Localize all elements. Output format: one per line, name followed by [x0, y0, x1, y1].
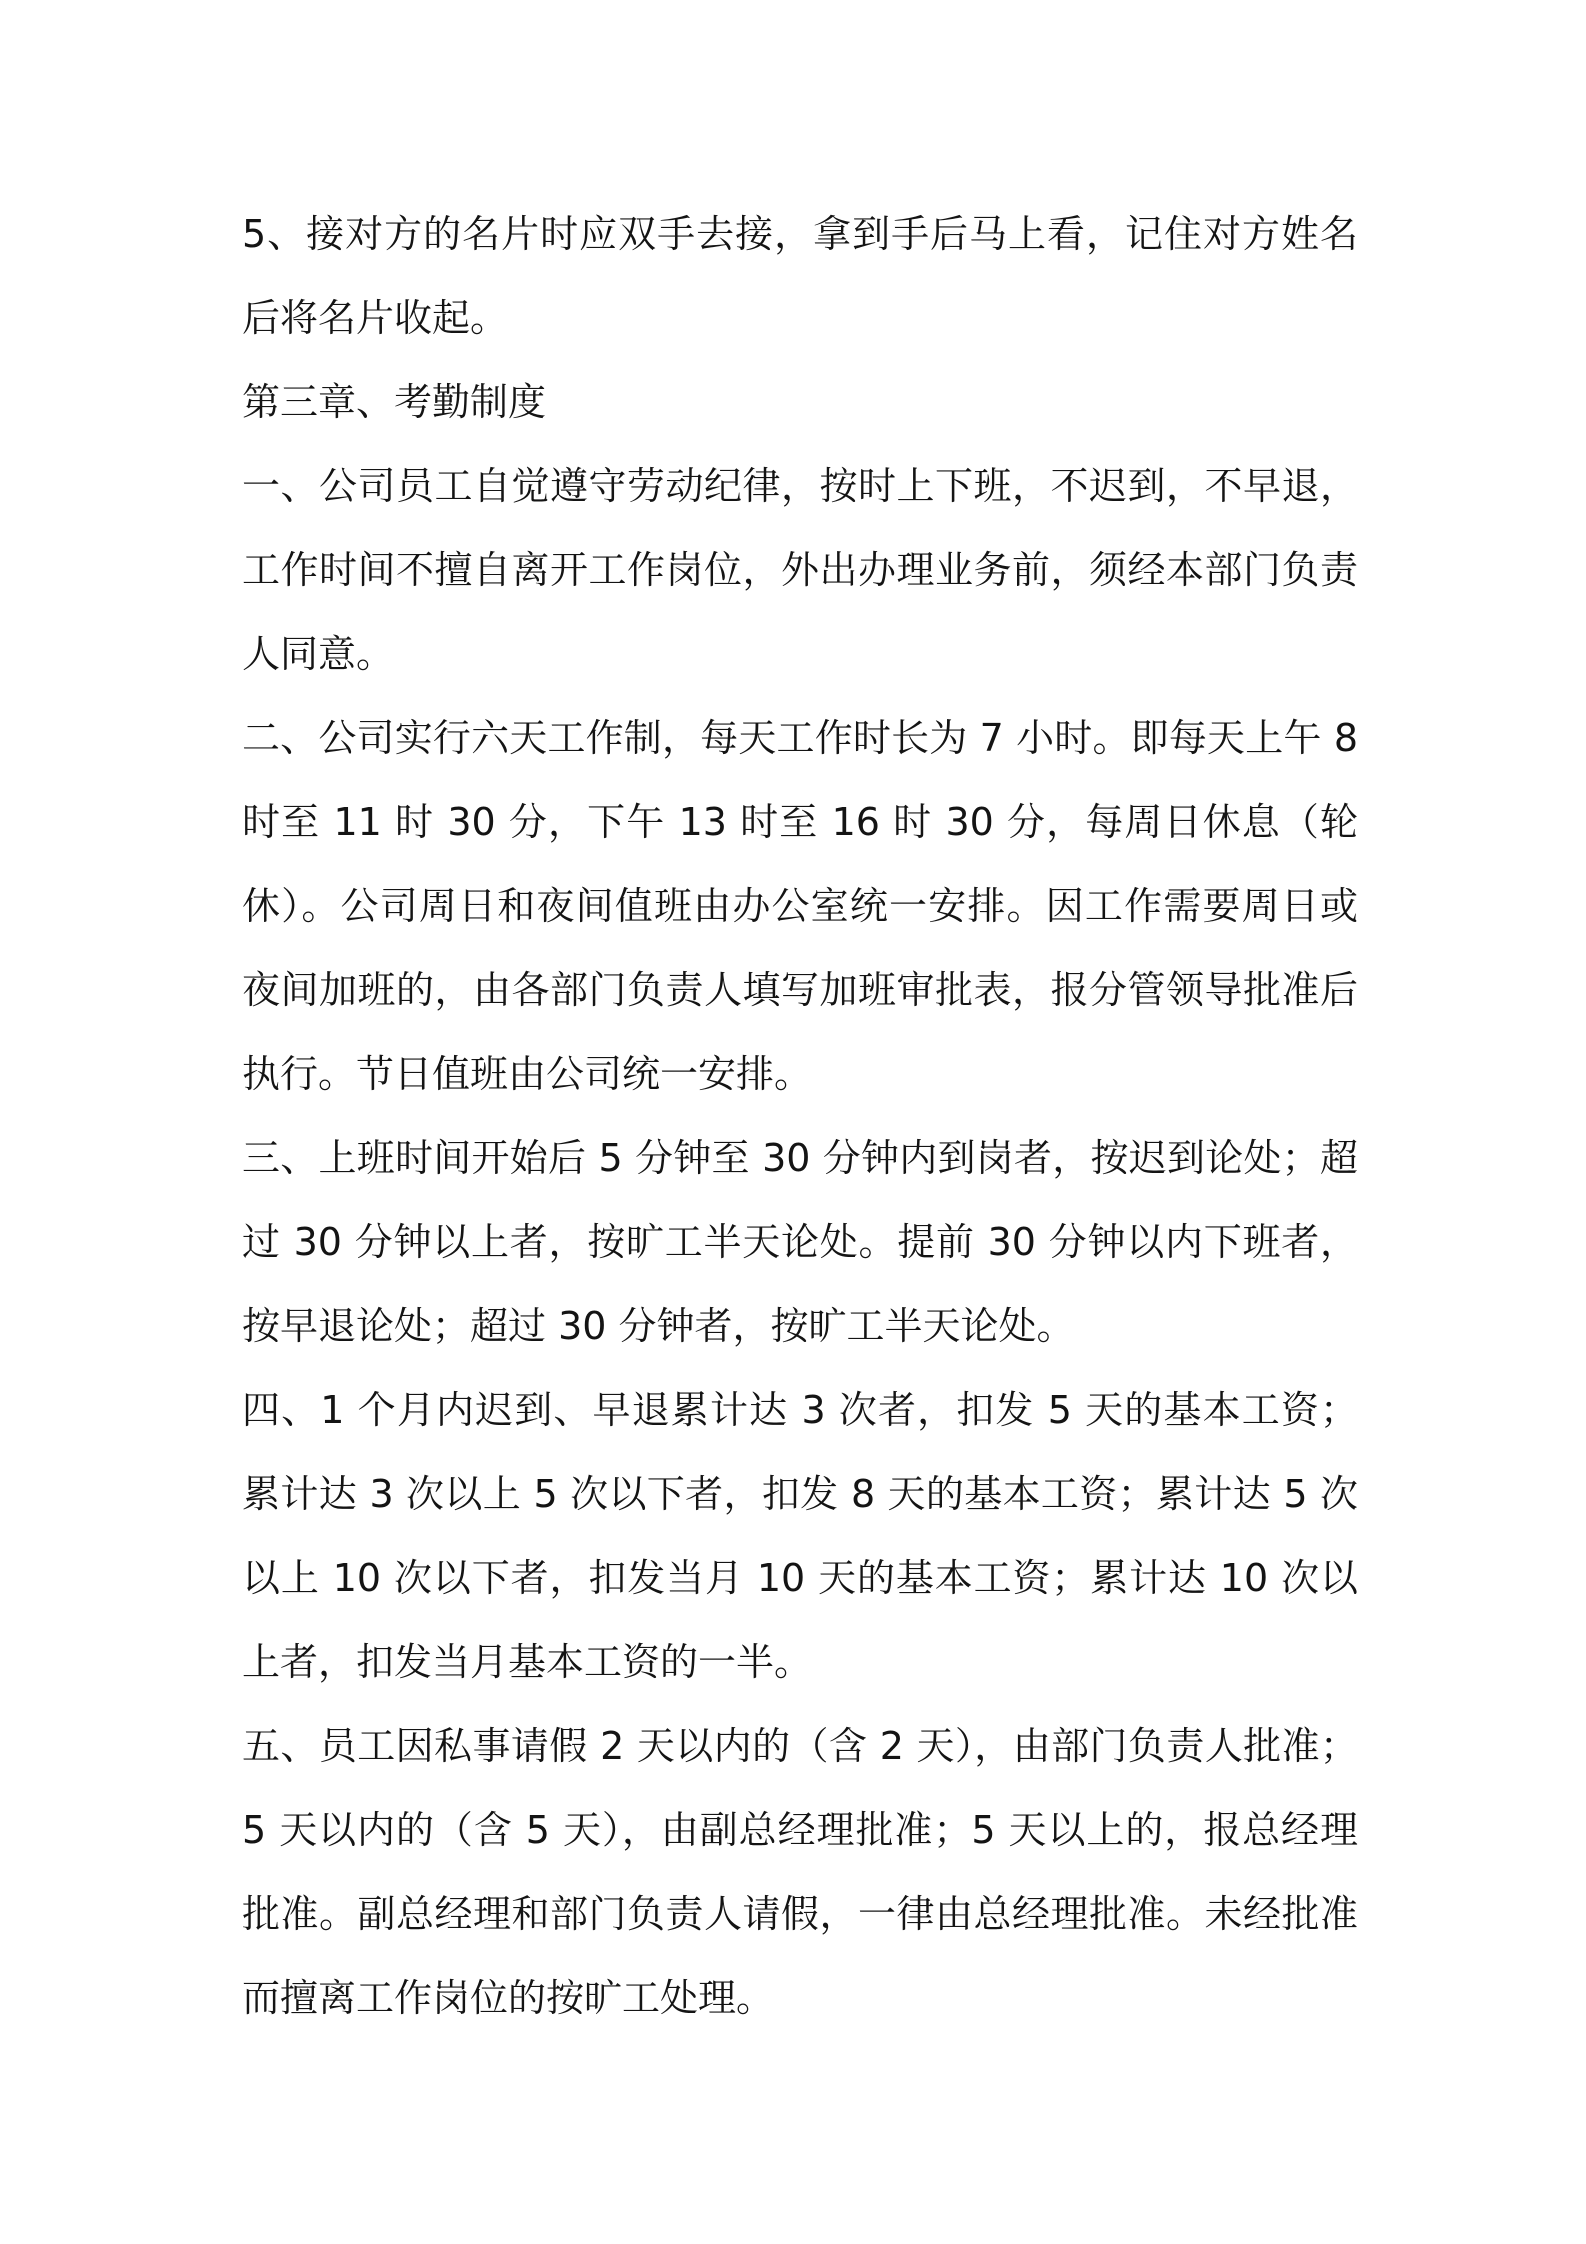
chapter-heading: 第三章、考勤制度 [242, 380, 547, 424]
paragraph-rule-4: 四、1 个月内迟到、早退累计达 3 次者，扣发 5 天的基本工资；累计达 3 次以上 5 次以下者，扣发 8 天的基本工资；累计达 5 次以上 10 次以下者，扣发当月 10 天的基本工资；累计达 10 次以上者，扣发当月基本工资的一半。 [242, 1388, 1358, 1684]
paragraph-business-card: 5、接对方的名片时应双手去接，拿到手后马上看，记住对方姓名后将名片收起。 [242, 212, 1358, 340]
paragraph-rule-2: 二、公司实行六天工作制，每天工作时长为 7 小时。即每天上午 8 时至 11 时 30 分，下午 13 时至 16 时 30 分，每周日休息（轮休）。公司周日和夜间值班由办公室统一安排。因工作需要周日或夜间加班的，由各部门负责人填写加班审批表，报分管领导批准后执行。节日值班由公司统一安排。 [242, 716, 1358, 1096]
paragraph-rule-1: 一、公司员工自觉遵守劳动纪律，按时上下班，不迟到，不早退，工作时间不擅自离开工作岗位，外出办理业务前，须经本部门负责人同意。 [242, 464, 1358, 676]
paragraph-rule-5: 五、员工因私事请假 2 天以内的（含 2 天），由部门负责人批准；5 天以内的（含 5 天），由副总经理批准；5 天以上的，报总经理批准。副总经理和部门负责人请假，一律由总经理批准。未经批准而擅离工作岗位的按旷工处理。 [242, 1724, 1358, 2020]
document-body [242, 192, 1358, 2040]
paragraph-rule-3: 三、上班时间开始后 5 分钟至 30 分钟内到岗者，按迟到论处；超过 30 分钟以上者，按旷工半天论处。提前 30 分钟以内下班者，按早退论处；超过 30 分钟者，按旷工半天论处。 [242, 1136, 1358, 1348]
